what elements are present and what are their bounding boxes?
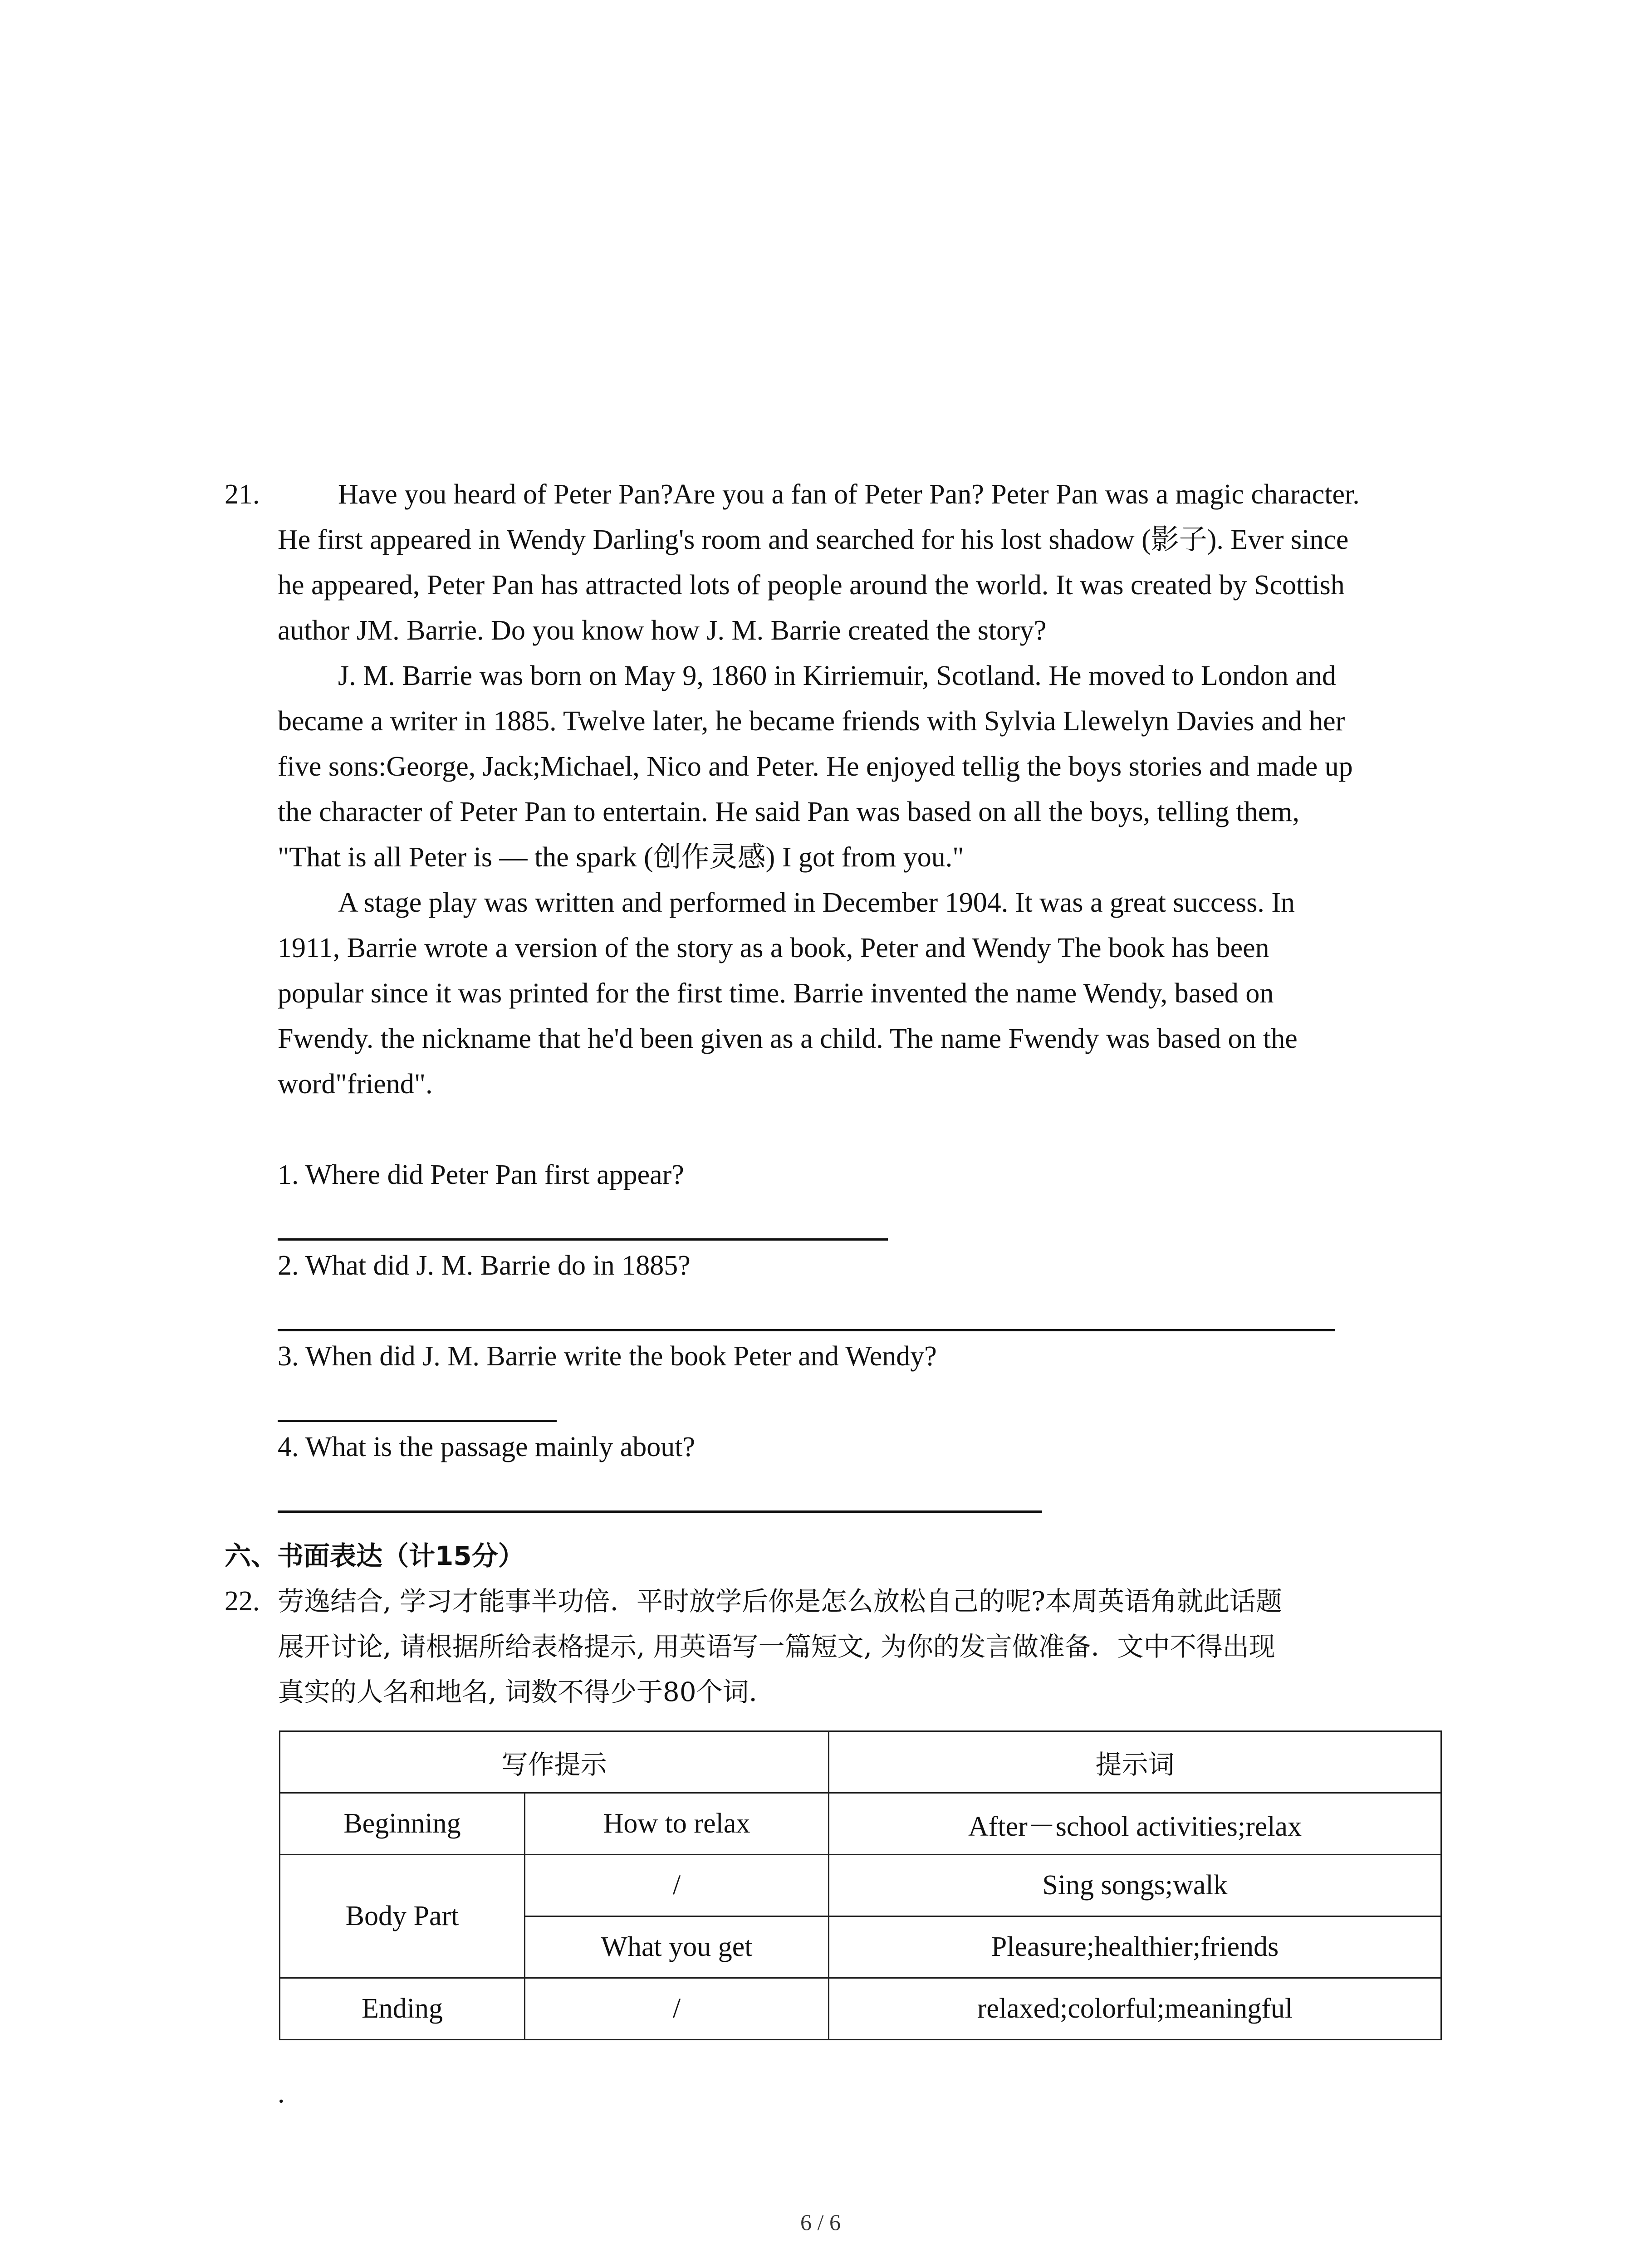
answer-blank[interactable] xyxy=(278,1238,888,1241)
page-number: 6 / 6 xyxy=(800,2209,841,2235)
answer-blank[interactable] xyxy=(278,1420,557,1422)
table-header-cell: 提示词 xyxy=(829,1731,1441,1793)
passage-line: "That is all Peter is — the spark (创作灵感) I got from you." xyxy=(278,842,964,873)
answer-blank[interactable] xyxy=(278,1510,1042,1513)
passage-line: author JM. Barrie. Do you know how J. M. Barrie created the story? xyxy=(278,615,1047,646)
question-prompt: 4. What is the passage mainly about? xyxy=(278,1432,696,1462)
passage-line: He first appeared in Wendy Darling's room and searched for his lost shadow (影子). Ever since xyxy=(278,524,1349,555)
passage-line: popular since it was printed for the first time. Barrie invented the name Wendy, based on xyxy=(278,978,1274,1009)
passage-line: Have you heard of Peter Pan?Are you a fan of Peter Pan? Peter Pan was a magic character. xyxy=(338,479,1360,510)
question-number: 22. xyxy=(225,1586,260,1617)
table-cell: Body Part xyxy=(280,1855,525,1978)
table-cell: How to relax xyxy=(525,1793,829,1855)
passage-line: J. M. Barrie was born on May 9, 1860 in Kirriemuir, Scotland. He moved to London and xyxy=(338,660,1336,691)
writing-instruction-line: 劳逸结合, 学习才能事半功倍．平时放学后你是怎么放松自己的呢?本周英语角就此话题 xyxy=(278,1586,1282,1617)
table-cell: After－school activities;relax xyxy=(829,1793,1441,1855)
question-prompt: 2. What did J. M. Barrie do in 1885? xyxy=(278,1250,691,1281)
table-row xyxy=(280,1731,1441,1793)
question-number: 21. xyxy=(225,479,260,510)
table-row xyxy=(280,1855,1441,1916)
answer-blank[interactable] xyxy=(278,1329,1335,1331)
table-cell: / xyxy=(525,1978,829,2040)
answer-start-mark: . xyxy=(278,2078,285,2109)
table-row xyxy=(280,1793,1441,1855)
passage-line: Fwendy. the nickname that he'd been given as a child. The name Fwendy was based on the xyxy=(278,1023,1298,1054)
passage-line: the character of Peter Pan to entertain. He said Pan was based on all the boys, telling them, xyxy=(278,797,1299,827)
question-prompt: 3. When did J. M. Barrie write the book Peter and Wendy? xyxy=(278,1341,937,1372)
passage-line: he appeared, Peter Pan has attracted lots of people around the world. It was created by Scottish xyxy=(278,570,1345,601)
writing-instruction-line: 展开讨论, 请根据所给表格提示, 用英语写一篇短文, 为你的发言做准备．文中不得出现 xyxy=(278,1631,1275,1662)
passage-line: became a writer in 1885. Twelve later, he became friends with Sylvia Llewelyn Davies and her xyxy=(278,706,1345,737)
passage-line: 1911, Barrie wrote a version of the story as a book, Peter and Wendy The book has been xyxy=(278,933,1269,963)
table-cell: Pleasure;healthier;friends xyxy=(829,1916,1441,1978)
table-cell: What you get xyxy=(525,1916,829,1978)
table-cell: Beginning xyxy=(280,1793,525,1855)
writing-instruction-line: 真实的人名和地名, 词数不得少于80个词． xyxy=(278,1677,775,1707)
passage-line: five sons:George, Jack;Michael, Nico and Peter. He enjoyed tellig the boys stories and made up xyxy=(278,751,1353,782)
passage-line: A stage play was written and performed in December 1904. It was a great success. In xyxy=(338,887,1295,918)
writing-hints-table xyxy=(279,1730,1442,2040)
question-prompt: 1. Where did Peter Pan first appear? xyxy=(278,1159,684,1190)
table-cell: Ending xyxy=(280,1978,525,2040)
table-cell: Sing songs;walk xyxy=(829,1855,1441,1916)
table-header-cell: 写作提示 xyxy=(280,1731,829,1793)
table-cell: / xyxy=(525,1855,829,1916)
table-row xyxy=(280,1978,1441,2040)
passage-line: word"friend". xyxy=(278,1069,433,1100)
table-cell: relaxed;colorful;meaningful xyxy=(829,1978,1441,2040)
section-heading: 六、书面表达（计15分） xyxy=(225,1540,524,1571)
